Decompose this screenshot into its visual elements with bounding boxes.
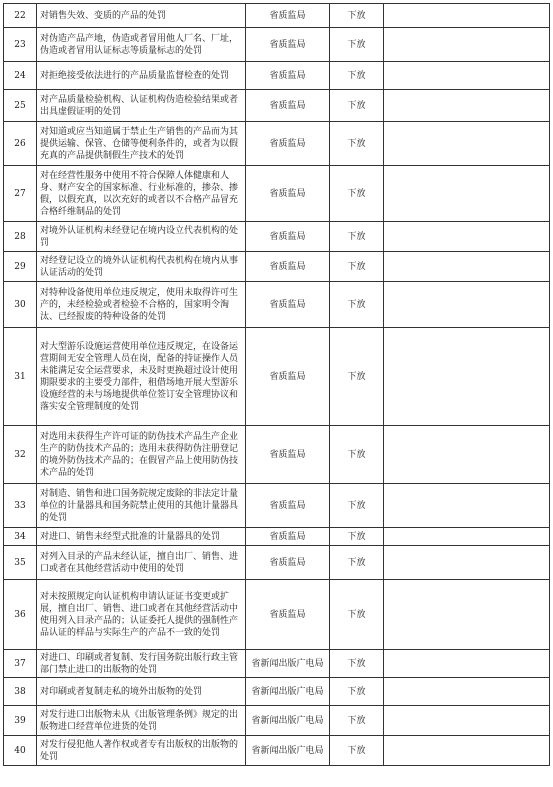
row-number: 28	[4, 222, 37, 252]
row-number: 37	[4, 650, 37, 678]
table-row	[4, 484, 550, 528]
row-department: 省质监局	[246, 122, 330, 166]
row-content: 对未按照规定向认证机构申请认证证书变更或扩展，擅自出厂、销售、进口或者在其他经营活动中使用列入目录产品的；认证委托人提供的强制性产品认证的样品与实际生产的产品不一致的处罚	[37, 580, 246, 650]
row-remark	[384, 62, 550, 90]
row-content: 对进口、销售未经型式批准的计量器具的处罚	[37, 528, 246, 546]
row-content: 对列入目录的产品未经认证，擅自出厂、销售、进口或者在其他经营活动中使用的处罚	[37, 546, 246, 580]
row-remark	[384, 28, 550, 62]
table-row	[4, 122, 550, 166]
table-row	[4, 252, 550, 282]
table-row	[4, 528, 550, 546]
row-action: 下放	[330, 90, 384, 122]
row-remark	[384, 252, 550, 282]
row-action: 下放	[330, 222, 384, 252]
row-number: 34	[4, 528, 37, 546]
row-content: 对产品质量检验机构、认证机构伪造检验结果或者出具虚假证明的处罚	[37, 90, 246, 122]
row-content: 对境外认证机构未经登记在境内设立代表机构的处罚	[37, 222, 246, 252]
row-content: 对经登记设立的境外认证机构代表机构在境内从事认证活动的处罚	[37, 252, 246, 282]
table-row	[4, 706, 550, 736]
table-row	[4, 580, 550, 650]
power-list-table	[3, 3, 550, 766]
table-row	[4, 328, 550, 426]
row-action: 下放	[330, 546, 384, 580]
row-action: 下放	[330, 650, 384, 678]
table-row	[4, 222, 550, 252]
row-action: 下放	[330, 678, 384, 706]
row-department: 省质监局	[246, 528, 330, 546]
row-department: 省新闻出版广电局	[246, 736, 330, 766]
row-remark	[384, 528, 550, 546]
row-number: 31	[4, 328, 37, 426]
row-number: 38	[4, 678, 37, 706]
row-action: 下放	[330, 484, 384, 528]
table-row	[4, 426, 550, 484]
row-number: 23	[4, 28, 37, 62]
row-action: 下放	[330, 706, 384, 736]
row-remark	[384, 426, 550, 484]
row-content: 对大型游乐设施运营使用单位违反规定，在设备运营期间无安全管理人员在岗，配备的持证操作人员未能满足安全运营要求，未及时更换超过设计使用期限要求的主要受力部件，租借场地开展大型游乐设施经营的未与场地提供单位签订安全管理协议和落实安全管理制度的处罚	[37, 328, 246, 426]
row-action: 下放	[330, 580, 384, 650]
row-content: 对在经营性服务中使用不符合保障人体健康和人身、财产安全的国家标准、行业标准的，掺杂、掺假，以假充真，以次充好的或者以不合格产品冒充合格纤维制品的处罚	[37, 166, 246, 222]
row-remark	[384, 122, 550, 166]
row-department: 省质监局	[246, 328, 330, 426]
row-content: 对进口、印刷或者复制、发行国务院出版行政主管部门禁止进口的出版物的处罚	[37, 650, 246, 678]
row-department: 省新闻出版广电局	[246, 678, 330, 706]
row-remark	[384, 706, 550, 736]
row-content: 对销售失效、变质的产品的处罚	[37, 4, 246, 28]
row-department: 省质监局	[246, 484, 330, 528]
table-row	[4, 62, 550, 90]
row-action: 下放	[330, 4, 384, 28]
row-number: 27	[4, 166, 37, 222]
table-row	[4, 90, 550, 122]
row-number: 26	[4, 122, 37, 166]
row-number: 30	[4, 282, 37, 328]
row-number: 33	[4, 484, 37, 528]
row-action: 下放	[330, 166, 384, 222]
table-row	[4, 4, 550, 28]
row-remark	[384, 580, 550, 650]
row-remark	[384, 484, 550, 528]
row-remark	[384, 328, 550, 426]
row-content: 对伪造产品产地，伪造或者冒用他人厂名、厂址，伪造或者冒用认证标志等质量标志的处罚	[37, 28, 246, 62]
row-number: 39	[4, 706, 37, 736]
row-number: 40	[4, 736, 37, 766]
table-row	[4, 166, 550, 222]
row-remark	[384, 678, 550, 706]
row-content: 对选用未获得生产许可证的防伪技术产品生产企业生产的防伪技术产品的；选用未获得防伪注册登记的境外防伪技术产品的；在假冒产品上使用防伪技术产品的处罚	[37, 426, 246, 484]
row-department: 省质监局	[246, 580, 330, 650]
row-number: 25	[4, 90, 37, 122]
table-body	[4, 4, 550, 766]
row-content: 对印刷或者复制走私的境外出版物的处罚	[37, 678, 246, 706]
row-number: 36	[4, 580, 37, 650]
row-remark	[384, 650, 550, 678]
row-action: 下放	[330, 328, 384, 426]
row-remark	[384, 90, 550, 122]
row-content: 对拒绝接受依法进行的产品质量监督检查的处罚	[37, 62, 246, 90]
row-action: 下放	[330, 252, 384, 282]
row-remark	[384, 546, 550, 580]
row-number: 22	[4, 4, 37, 28]
row-remark	[384, 4, 550, 28]
row-action: 下放	[330, 282, 384, 328]
table-row	[4, 28, 550, 62]
row-content: 对制造、销售和进口国务院规定废除的非法定计量单位的计量器具和国务院禁止使用的其他计量器具的处罚	[37, 484, 246, 528]
table-row	[4, 546, 550, 580]
row-action: 下放	[330, 736, 384, 766]
row-action: 下放	[330, 528, 384, 546]
table-row	[4, 650, 550, 678]
row-department: 省质监局	[246, 426, 330, 484]
row-action: 下放	[330, 122, 384, 166]
table-row	[4, 678, 550, 706]
row-action: 下放	[330, 28, 384, 62]
row-department: 省质监局	[246, 4, 330, 28]
row-department: 省质监局	[246, 546, 330, 580]
row-content: 对发行侵犯他人著作权或者专有出版权的出版物的处罚	[37, 736, 246, 766]
row-department: 省新闻出版广电局	[246, 706, 330, 736]
row-content: 对特种设备使用单位违反规定，使用未取得许可生产的，未经检验或者检验不合格的，国家明令淘汰、已经报废的特种设备的处罚	[37, 282, 246, 328]
row-department: 省质监局	[246, 282, 330, 328]
row-department: 省质监局	[246, 90, 330, 122]
row-number: 24	[4, 62, 37, 90]
row-department: 省质监局	[246, 252, 330, 282]
row-remark	[384, 166, 550, 222]
row-number: 29	[4, 252, 37, 282]
row-department: 省质监局	[246, 28, 330, 62]
row-content: 对知道或应当知道属于禁止生产销售的产品而为其提供运输、保管、仓储等便利条件的，或者为以假充真的产品提供制假生产技术的处罚	[37, 122, 246, 166]
row-content: 对发行进口出版物未从《出版管理条例》规定的出版物进口经营单位进货的处罚	[37, 706, 246, 736]
row-department: 省质监局	[246, 222, 330, 252]
row-department: 省新闻出版广电局	[246, 650, 330, 678]
row-remark	[384, 222, 550, 252]
row-department: 省质监局	[246, 62, 330, 90]
row-number: 35	[4, 546, 37, 580]
row-department: 省质监局	[246, 166, 330, 222]
row-remark	[384, 736, 550, 766]
row-number: 32	[4, 426, 37, 484]
table-row	[4, 282, 550, 328]
table-row	[4, 736, 550, 766]
row-action: 下放	[330, 426, 384, 484]
row-action: 下放	[330, 62, 384, 90]
row-remark	[384, 282, 550, 328]
